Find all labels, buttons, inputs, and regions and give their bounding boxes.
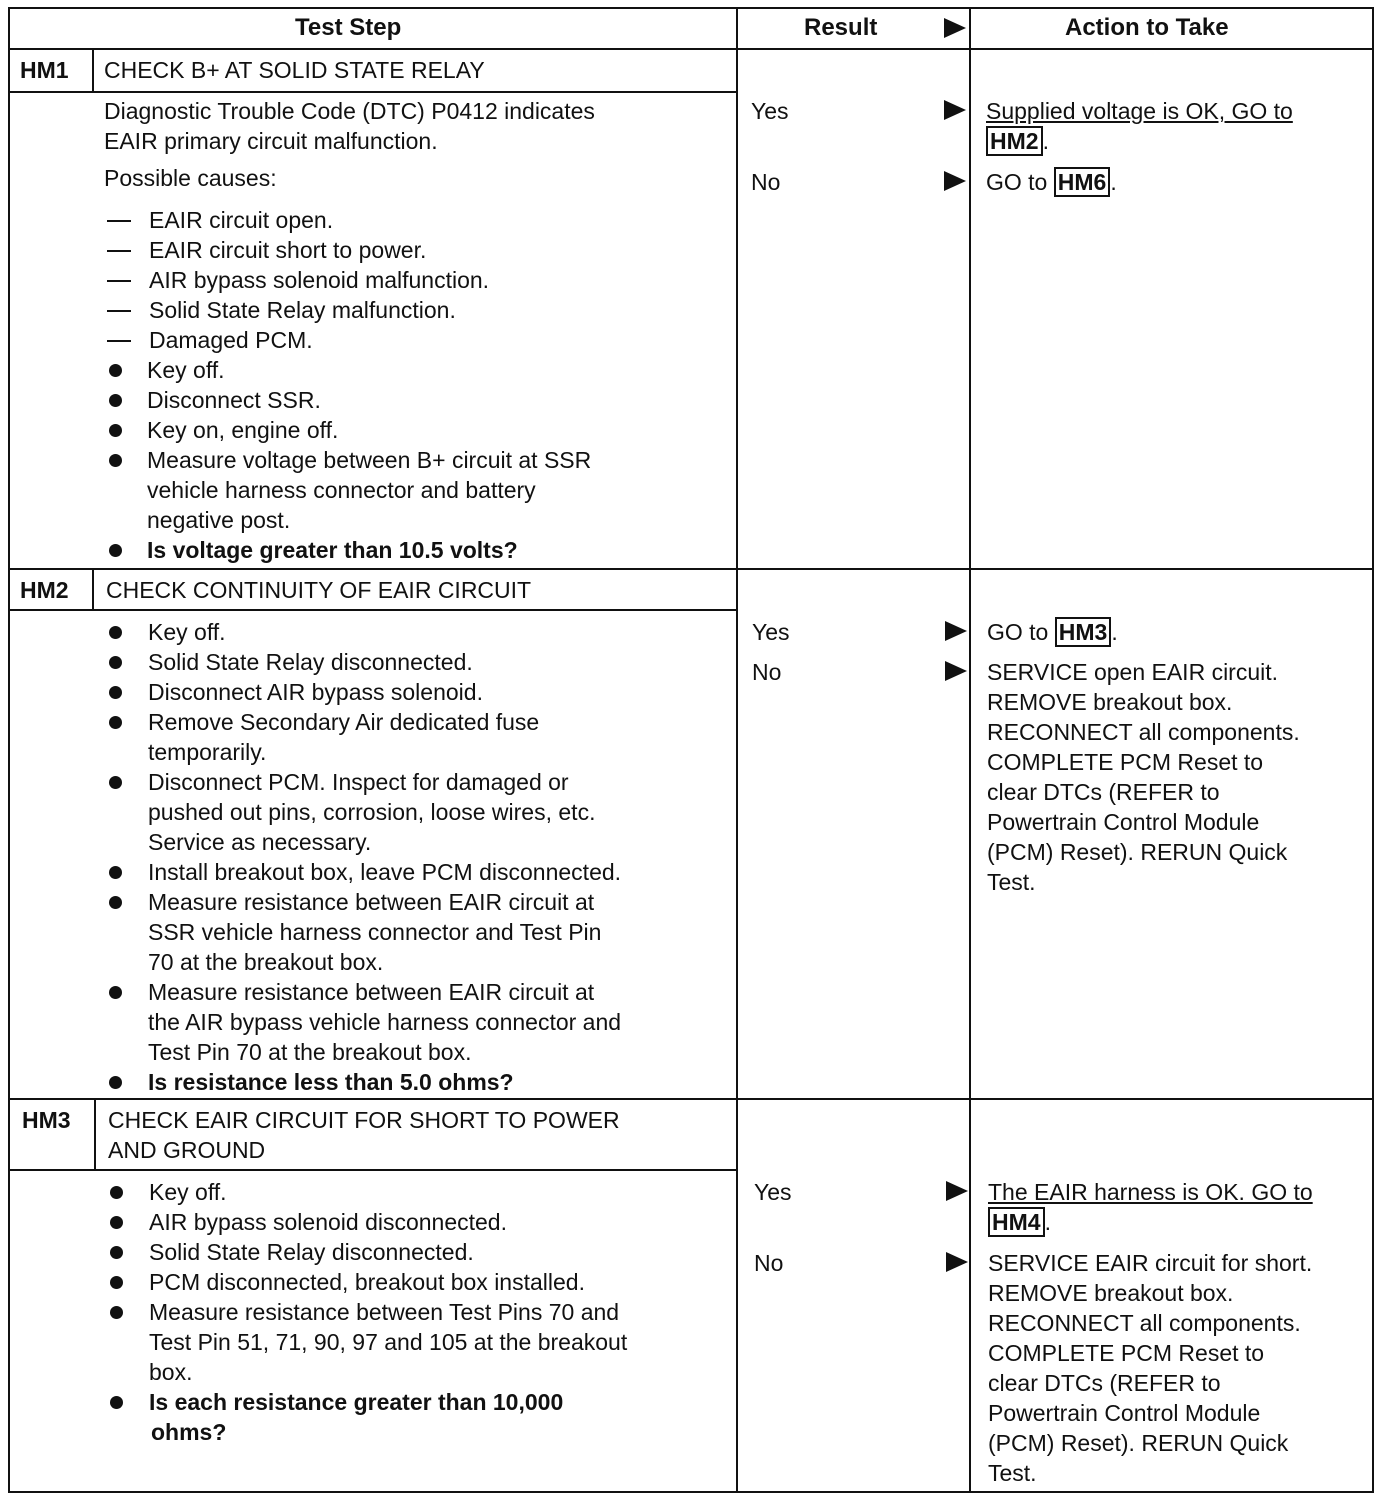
hm1-action-yes-ref-line — [986, 126, 1049, 156]
hm1-cause-dash — [107, 220, 131, 222]
hm3-action-yes-text: The EAIR harness is OK. GO to — [988, 1179, 1313, 1205]
hm2-line-14: the AIR bypass vehicle harness connector and — [148, 1009, 622, 1035]
hm3-action-yes-ref-line — [988, 1207, 1051, 1237]
hm3-action-no-8: Test. — [988, 1460, 1037, 1486]
hm3-action-no-3: RECONNECT all components. — [988, 1310, 1301, 1336]
frame-top — [8, 7, 1374, 9]
hm3-step-title-2: AND GROUND — [108, 1137, 266, 1163]
hm2-line-2: Solid State Relay disconnected. — [148, 649, 473, 675]
bullet-icon — [109, 626, 122, 639]
hm3-action-no-6: Powertrain Control Module — [988, 1400, 1261, 1426]
divider-action — [969, 7, 971, 1493]
hm3-action-no-2: REMOVE breakout box. — [988, 1280, 1234, 1306]
hm3-line-7: box. — [149, 1359, 193, 1385]
bullet-icon — [109, 424, 122, 437]
hm2-yes-arrow-icon — [945, 621, 967, 641]
hm3-line-3: Solid State Relay disconnected. — [149, 1239, 474, 1265]
hm2-id-divider — [92, 568, 94, 610]
hm1-causes-label: Possible causes: — [104, 165, 277, 191]
hm3-action-no-7: (PCM) Reset). RERUN Quick — [988, 1430, 1289, 1456]
hm3-action-no-1: SERVICE EAIR circuit for short. — [988, 1250, 1313, 1276]
hm2-line-8: Service as necessary. — [148, 829, 372, 855]
hm3-step-title-1: CHECK EAIR CIRCUIT FOR SHORT TO POWER — [108, 1107, 620, 1133]
hm2-line-12: 70 at the breakout box. — [148, 949, 384, 975]
bullet-icon — [109, 656, 122, 669]
period: . — [1111, 619, 1118, 645]
hm2-action-yes-prefix: GO to — [987, 619, 1049, 645]
hm2-ref-hm3-link[interactable]: HM3 — [1055, 617, 1112, 647]
hm2-step-title: CHECK CONTINUITY OF EAIR CIRCUIT — [106, 577, 532, 603]
hm1-bullet-4-cont: negative post. — [147, 507, 291, 533]
hm1-cause-dash — [107, 280, 131, 282]
header-action: Action to Take — [1065, 14, 1229, 41]
hm1-yes-arrow-icon — [944, 100, 966, 120]
period: . — [1042, 128, 1049, 154]
bullet-icon — [110, 1306, 123, 1319]
hm1-bullet-4-cont: vehicle harness connector and battery — [147, 477, 536, 503]
hm2-step-id: HM2 — [20, 577, 69, 603]
hm3-id-divider — [94, 1098, 96, 1170]
hm1-step-title: CHECK B+ AT SOLID STATE RELAY — [104, 57, 485, 83]
hm3-result-no: No — [754, 1250, 784, 1276]
hm1-bullet-3: Key on, engine off. — [147, 417, 339, 443]
hm1-id-divider — [92, 48, 94, 92]
period: . — [1044, 1209, 1051, 1235]
hm1-ref-hm6-link[interactable]: HM6 — [1054, 167, 1111, 197]
hm2-line-7: pushed out pins, corrosion, loose wires, etc. — [148, 799, 596, 825]
bullet-icon — [109, 454, 122, 467]
bullet-icon — [109, 394, 122, 407]
hm1-action-yes-text: Supplied voltage is OK, GO to — [986, 98, 1293, 124]
row-separator-2 — [8, 1098, 1374, 1100]
hm1-question: Is voltage greater than 10.5 volts? — [147, 537, 518, 563]
hm2-line-3: Disconnect AIR bypass solenoid. — [148, 679, 483, 705]
bullet-icon — [110, 1186, 123, 1199]
hm2-action-no-4: COMPLETE PCM Reset to — [987, 749, 1264, 775]
hm3-ref-hm4-link[interactable]: HM4 — [988, 1207, 1045, 1237]
bullet-icon — [110, 1276, 123, 1289]
hm2-action-no-5: clear DTCs (REFER to — [987, 779, 1220, 805]
header-test-step: Test Step — [295, 14, 402, 41]
hm2-line-13: Measure resistance between EAIR circuit at — [148, 979, 595, 1005]
bullet-icon — [109, 1076, 122, 1089]
bullet-icon — [109, 544, 122, 557]
bullet-icon — [109, 896, 122, 909]
hm2-result-yes: Yes — [752, 619, 790, 645]
hm2-line-4: Remove Secondary Air dedicated fuse — [148, 709, 540, 735]
hm2-line-10: Measure resistance between EAIR circuit at — [148, 889, 595, 915]
hm2-line-6: Disconnect PCM. Inspect for damaged or — [148, 769, 569, 795]
hm3-result-yes: Yes — [754, 1179, 792, 1205]
hm1-cause-1: EAIR circuit open. — [149, 207, 334, 233]
hm1-no-arrow-icon — [944, 171, 966, 191]
hm3-yes-arrow-icon — [946, 1181, 968, 1201]
hm2-line-5: temporarily. — [148, 739, 267, 765]
hm1-step-id: HM1 — [20, 57, 69, 83]
header-result: Result — [804, 14, 878, 41]
hm3-line-5: Measure resistance between Test Pins 70 and — [149, 1299, 620, 1325]
bullet-icon — [109, 716, 122, 729]
hm1-cause-dash — [107, 340, 131, 342]
bullet-icon — [109, 866, 122, 879]
hm1-bullet-4: Measure voltage between B+ circuit at SSR — [147, 447, 592, 473]
hm2-action-no-1: SERVICE open EAIR circuit. — [987, 659, 1279, 685]
hm1-cause-dash — [107, 250, 131, 252]
hm2-action-no-3: RECONNECT all components. — [987, 719, 1300, 745]
hm2-line-9: Install breakout box, leave PCM disconnected. — [148, 859, 622, 885]
hm1-action-no — [986, 167, 1117, 197]
hm3-line-6: Test Pin 51, 71, 90, 97 and 105 at the breakout — [149, 1329, 628, 1355]
hm1-cause-dash — [107, 310, 131, 312]
frame-left — [8, 7, 10, 1493]
frame-bottom — [8, 1491, 1374, 1493]
hm1-bullet-1: Key off. — [147, 357, 225, 383]
hm1-result-no: No — [751, 169, 781, 195]
hm2-no-arrow-icon — [945, 661, 967, 681]
hm3-no-arrow-icon — [946, 1252, 968, 1272]
bullet-icon — [109, 686, 122, 699]
hm2-line-15: Test Pin 70 at the breakout box. — [148, 1039, 472, 1065]
row-separator-1 — [8, 568, 1374, 570]
bullet-icon — [110, 1396, 123, 1409]
hm3-question-2: ohms? — [151, 1419, 227, 1445]
hm1-bullet-2: Disconnect SSR. — [147, 387, 321, 413]
hm3-line-1: Key off. — [149, 1179, 227, 1205]
hm1-intro-line-2: EAIR primary circuit malfunction. — [104, 128, 438, 154]
hm2-line-1: Key off. — [148, 619, 226, 645]
hm1-title-rule — [8, 91, 738, 93]
hm2-action-yes — [987, 617, 1118, 647]
frame-right — [1372, 7, 1374, 1493]
bullet-icon — [109, 776, 122, 789]
hm2-line-11: SSR vehicle harness connector and Test Pin — [148, 919, 602, 945]
hm3-line-2: AIR bypass solenoid disconnected. — [149, 1209, 507, 1235]
hm1-ref-hm2-link[interactable]: HM2 — [986, 126, 1043, 156]
hm3-action-yes — [988, 1177, 1313, 1207]
hm1-intro-line-1: Diagnostic Trouble Code (DTC) P0412 indicates — [104, 98, 595, 124]
hm3-action-no-5: clear DTCs (REFER to — [988, 1370, 1221, 1396]
header-arrow-icon — [944, 18, 966, 38]
hm1-cause-5: Damaged PCM. — [149, 327, 313, 353]
hm2-action-no-6: Powertrain Control Module — [987, 809, 1260, 835]
hm1-cause-4: Solid State Relay malfunction. — [149, 297, 456, 323]
hm2-action-no-2: REMOVE breakout box. — [987, 689, 1233, 715]
period: . — [1110, 169, 1117, 195]
hm1-action-yes — [986, 96, 1293, 126]
hm3-title-rule — [8, 1169, 738, 1171]
bullet-icon — [109, 364, 122, 377]
hm3-action-no-4: COMPLETE PCM Reset to — [988, 1340, 1265, 1366]
hm2-result-no: No — [752, 659, 782, 685]
hm1-cause-2: EAIR circuit short to power. — [149, 237, 427, 263]
hm2-action-no-8: Test. — [987, 869, 1036, 895]
bullet-icon — [110, 1216, 123, 1229]
hm1-action-no-prefix: GO to — [986, 169, 1048, 195]
hm3-step-id: HM3 — [22, 1107, 71, 1133]
hm3-question-1: Is each resistance greater than 10,000 — [149, 1389, 564, 1415]
bullet-icon — [109, 986, 122, 999]
hm1-result-yes: Yes — [751, 98, 789, 124]
hm2-title-rule — [8, 609, 738, 611]
hm3-line-4: PCM disconnected, breakout box installed. — [149, 1269, 585, 1295]
divider-result — [736, 7, 738, 1493]
hm2-action-no-7: (PCM) Reset). RERUN Quick — [987, 839, 1288, 865]
bullet-icon — [110, 1246, 123, 1259]
hm1-cause-3: AIR bypass solenoid malfunction. — [149, 267, 490, 293]
hm2-question: Is resistance less than 5.0 ohms? — [148, 1069, 514, 1095]
header-rule — [8, 48, 1374, 50]
diagnostic-table — [8, 7, 1374, 1493]
